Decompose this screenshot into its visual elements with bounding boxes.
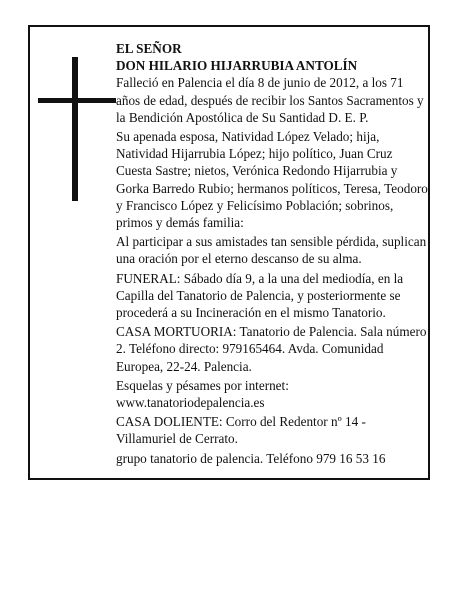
deceased-name: DON HILARIO HIJARRUBIA ANTOLÍN [116,58,358,74]
family-list: Su apenada esposa, Natividad López Velado; hija, Natividad Hijarrubia López; hijo político, Juan Cruz Cuesta Sastre; nietos, Verónica Redondo Hijarrubia y Gorka Barredo Rubio; hermanos políticos, Teresa, Teodoro y Francisco López y Felicísimo Población; sobrinos, primos y demás familia: [116,129,428,231]
funeral-group-contact: grupo tanatorio de palencia. Teléfono 979 16 53 16 [116,450,386,466]
funeral-home-info: CASA MORTUORIA: Tanatorio de Palencia. Sala número 2. Teléfono directo: 979165464. Avda. Comunidad Europea, 22-24. Palencia. [116,324,427,374]
notice-text [116,40,428,469]
funeral-info: FUNERAL: Sábado día 9, a la una del mediodía, en la Capilla del Tanatorio de Palencia, y posteriormente se procederá a su Incineración en el mismo Tanatorio. [116,270,404,321]
cross-vertical-bar [72,57,78,201]
cross-icon [38,57,116,201]
title-line-1: EL SEÑOR [116,41,182,56]
cross-horizontal-bar [38,98,116,103]
prayer-request: Al participar a sus amistades tan sensible pérdida, suplican una oración por el eterno descanso de su alma. [116,234,427,267]
internet-condolences: Esquelas y pésames por internet: www.tanatoriodepalencia.es [116,377,289,411]
family-home-info: CASA DOLIENTE: Corro del Redentor nº 14 - Villamuriel de Cerrato. [116,414,366,447]
obituary-notice [28,25,430,480]
death-announcement: Falleció en Palencia el día 8 de junio de 2012, a los 71 años de edad, después de recibir los Santos Sacramentos y la Bendición Apostólica de Su Santidad D. E. P. [116,75,424,125]
